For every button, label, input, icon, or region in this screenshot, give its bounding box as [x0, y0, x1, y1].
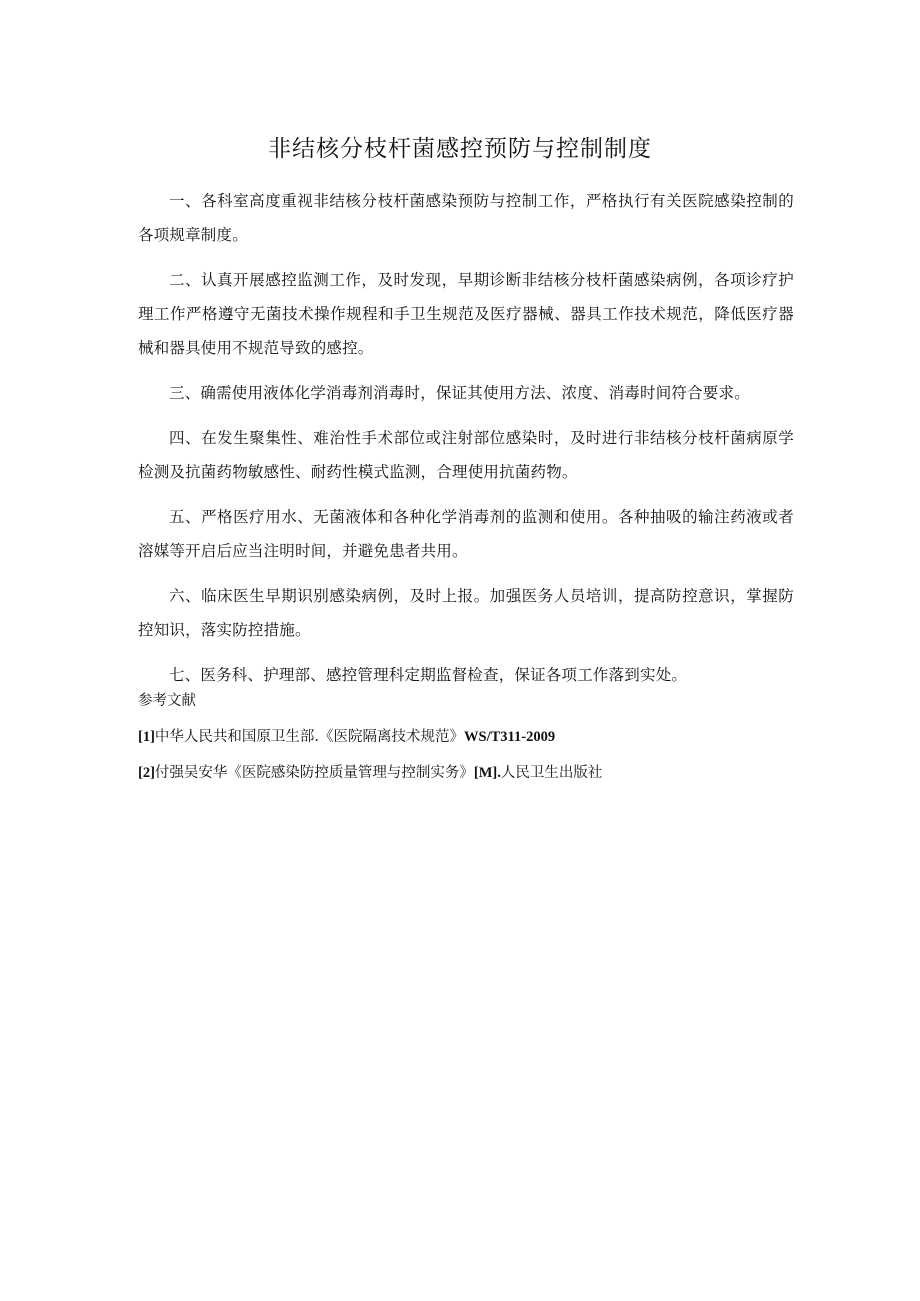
reference-number: [2]: [138, 765, 155, 781]
reference-item-2: [138, 760, 818, 786]
reference-code: WS/T311-2009: [464, 729, 556, 745]
paragraph-1: 一、各科室高度重视非结核分枝杆菌感染预防与控制工作，严格执行有关医院感染控制的各项规章制度。: [138, 192, 794, 244]
references-section: [138, 688, 818, 796]
document-body: [138, 184, 794, 703]
reference-text: 中华人民共和国原卫生部.《医院隔离技术规范》: [154, 729, 465, 745]
document-title: 非结核分枝杆菌感控预防与控制制度: [268, 136, 652, 162]
reference-type: [M].: [473, 765, 501, 781]
reference-text: 付强吴安华《医院感染防控质量管理与控制实务》: [154, 765, 474, 781]
paragraph-3: 三、确需使用液体化学消毒剂消毒时，保证其使用方法、浓度、消毒时间符合要求。: [169, 384, 750, 402]
reference-number: [1]: [138, 729, 155, 745]
references-heading: 参考文献: [138, 693, 196, 709]
paragraph-4: 四、在发生聚集性、难治性手术部位或注射部位感染时，及时进行非结核分枝杆菌病原学检测及抗菌药物敏感性、耐药性模式监测，合理使用抗菌药物。: [138, 429, 794, 481]
reference-item-1: [138, 724, 818, 750]
paragraph-7: 七、医务科、护理部、感控管理科定期监督检查，保证各项工作落到实处。: [169, 666, 688, 684]
reference-publisher: 人民卫生出版社: [500, 765, 603, 781]
paragraph-6: 六、临床医生早期识别感染病例，及时上报。加强医务人员培训，提高防控意识，掌握防控知识，落实防控措施。: [138, 587, 794, 639]
paragraph-5: 五、严格医疗用水、无菌液体和各种化学消毒剂的监测和使用。各种抽吸的输注药液或者溶媒等开启后应当注明时间，并避免患者共用。: [138, 508, 794, 560]
paragraph-2: 二、认真开展感控监测工作，及时发现，早期诊断非结核分枝杆菌感染病例，各项诊疗护理工作严格遵守无菌技术操作规程和手卫生规范及医疗器械、器具工作技术规范，降低医疗器械和器具使用不规范导致的感控。: [138, 271, 794, 357]
